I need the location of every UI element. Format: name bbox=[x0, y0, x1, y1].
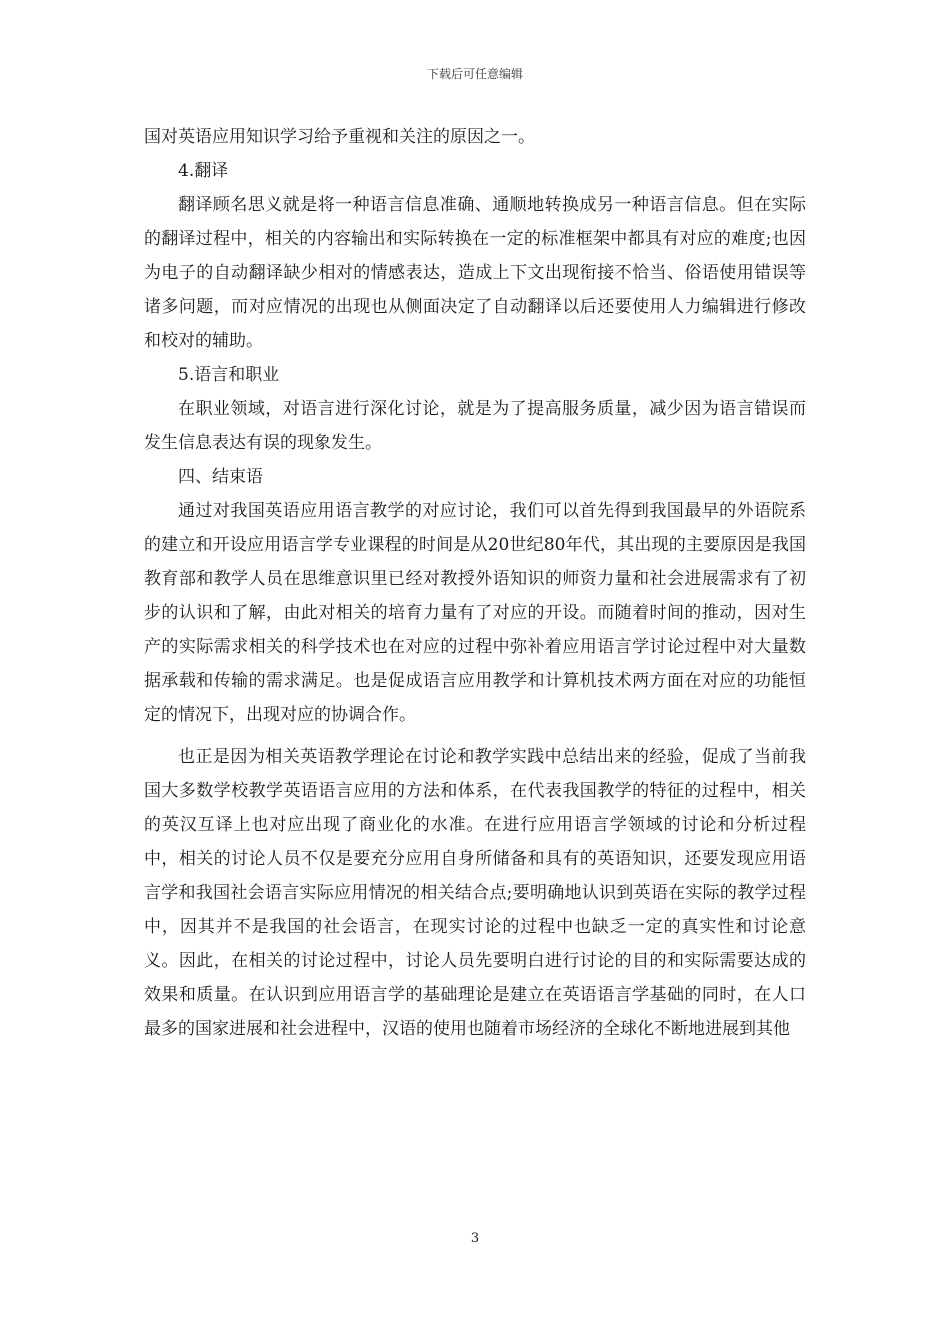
section-heading-language-career: 5.语言和职业 bbox=[178, 365, 280, 385]
paragraph-conclusion-2: 也正是因为相关英语教学理论在讨论和教学实践中总结出来的经验，促成了当前我国大多数学校教学英语语言应用的方法和体系，在代表我国教学的特征的过程中，相关的英汉互译上也对应出现了商业化的水准。在进行应用语言学领域的讨论和分析过程中，相关的讨论人员不仅是要充分应用自身所储备和具有的英语知识，还要发现应用语言学和我国社会语言实际应用情况的相关结合点;要明确地认识到英语在实际的教学过程中，因其并不是我国的社会语言，在现实讨论的过程中也缺乏一定的真实性和讨论意义。因此，在相关的讨论过程中，讨论人员先要明白进行讨论的目的和实际需要达成的效果和质量。在认识到应用语言学的基础理论是建立在英语语言学基础的同时，在人口最多的国家进展和社会进程中，汉语的使用也随着市场经济的全球化不断地进展到其他 bbox=[144, 747, 806, 1039]
page-number: 3 bbox=[470, 1231, 480, 1246]
paragraph-translation: 翻译顾名思义就是将一种语言信息准确、通顺地转换成另一种语言信息。但在实际的翻译过程中，相关的内容输出和实际转换在一定的标准框架中都具有对应的难度;也因为电子的自动翻译缺少相对的情感表达，造成上下文出现衔接不恰当、俗语使用错误等诸多问题，而对应情况的出现也从侧面决定了自动翻译以后还要使用人力编辑进行修改和校对的辅助。 bbox=[144, 195, 806, 351]
paragraph-conclusion-1: 通过对我国英语应用语言教学的对应讨论，我们可以首先得到我国最早的外语院系的建立和开设应用语言学专业课程的时间是从20世纪80年代，其出现的主要原因是我国教育部和教学人员在思维意识里已经对教授外语知识的师资力量和社会进展需求有了初步的认识和了解，由此对相关的培育力量有了对应的开设。而随着时间的推动，因对生产的实际需求相关的科学技术也在对应的过程中弥补着应用语言学讨论过程中对大量数据承载和传输的需求满足。也是促成语言应用教学和计算机技术两方面在对应的功能恒定的情况下，出现对应的协调合作。 bbox=[144, 501, 806, 725]
section-heading-translation: 4.翻译 bbox=[178, 161, 229, 181]
section-heading-conclusion: 四、结束语 bbox=[178, 467, 263, 487]
paragraph-language-career: 在职业领域，对语言进行深化讨论，就是为了提高服务质量，减少因为语言错误而发生信息表达有误的现象发生。 bbox=[144, 399, 806, 453]
page-header: 下载后可任意编辑 bbox=[426, 67, 523, 81]
document-body bbox=[144, 120, 806, 1046]
paragraph-continuation: 国对英语应用知识学习给予重视和关注的原因之一。 bbox=[144, 127, 535, 147]
